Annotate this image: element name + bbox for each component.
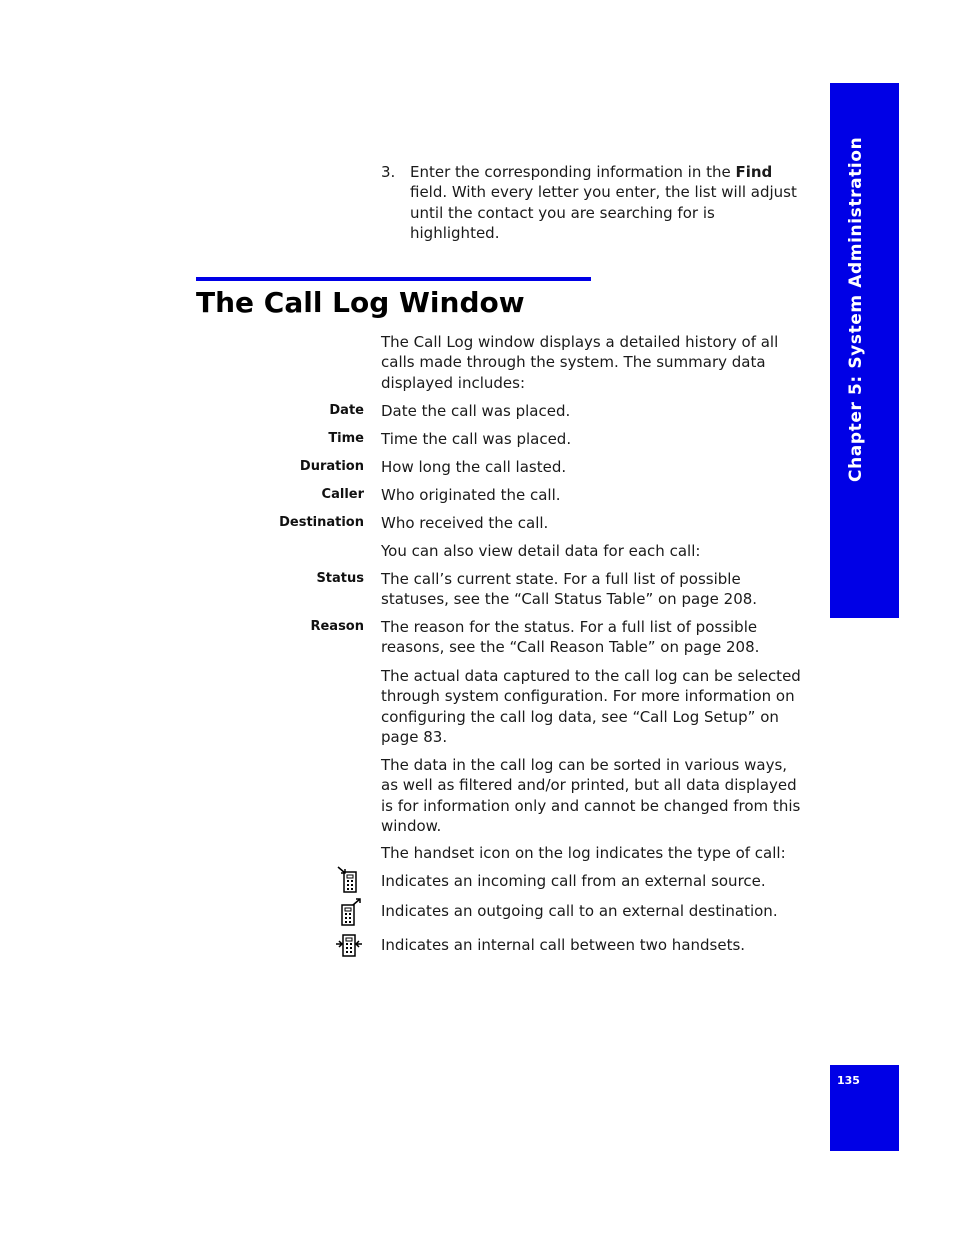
term-reason: Reason: [310, 619, 364, 634]
chapter-tab-label: Chapter 5: System Administration: [846, 136, 866, 482]
heading-rule: [196, 277, 591, 281]
incoming-call-handset-icon: [336, 866, 362, 894]
term-caller: Caller: [321, 487, 364, 502]
desc-incoming-call: Indicates an incoming call from an external source.: [381, 872, 766, 890]
desc-duration: How long the call lasted.: [381, 458, 567, 476]
desc-outgoing-call: Indicates an outgoing call to an external destination.: [381, 902, 778, 920]
outgoing-call-handset-icon: [336, 898, 362, 926]
step-text: Enter the corresponding information in the Find field. With every letter you enter, the list will adjust until the contact you are searching for is highlighted.: [410, 163, 797, 242]
step-3: [381, 162, 801, 243]
desc-time: Time the call was placed.: [381, 430, 572, 448]
internal-call-handset-icon: [336, 930, 362, 958]
page-number-box: [830, 1065, 899, 1151]
desc-internal-call: Indicates an internal call between two handsets.: [381, 936, 746, 954]
step-number: 3.: [381, 163, 396, 181]
find-field-name: Find: [735, 163, 773, 181]
term-duration: Duration: [299, 459, 364, 474]
sort-paragraph: The data in the call log can be sorted in various ways, as well as filtered and/or printed, but all data displayed is for information only and cannot be changed from this window.: [381, 756, 801, 835]
config-paragraph: The actual data captured to the call log can be selected through system configuration. For more information on configuring the call log data, see “Call Log Setup” on page 83.: [381, 667, 801, 746]
intro-paragraph: The Call Log window displays a detailed history of all calls made through the system. The summary data displayed includes:: [381, 333, 779, 392]
term-date: Date: [329, 403, 364, 418]
icon-intro: The handset icon on the log indicates the type of call:: [381, 844, 786, 862]
desc-caller: Who originated the call.: [381, 486, 561, 504]
term-time: Time: [328, 431, 364, 446]
page-number: 135: [837, 1074, 860, 1087]
desc-reason: The reason for the status. For a full list of possible reasons, see the “Call Reason Table” on page 208.: [381, 618, 760, 657]
desc-date: Date the call was placed.: [381, 402, 571, 420]
desc-status: The call’s current state. For a full list of possible statuses, see the “Call Status Table” on page 208.: [381, 570, 758, 609]
term-status: Status: [316, 571, 364, 586]
desc-destination: Who received the call.: [381, 514, 549, 532]
detail-intro: You can also view detail data for each call:: [381, 542, 701, 560]
term-destination: Destination: [279, 515, 364, 530]
page-title: The Call Log Window: [196, 286, 525, 319]
